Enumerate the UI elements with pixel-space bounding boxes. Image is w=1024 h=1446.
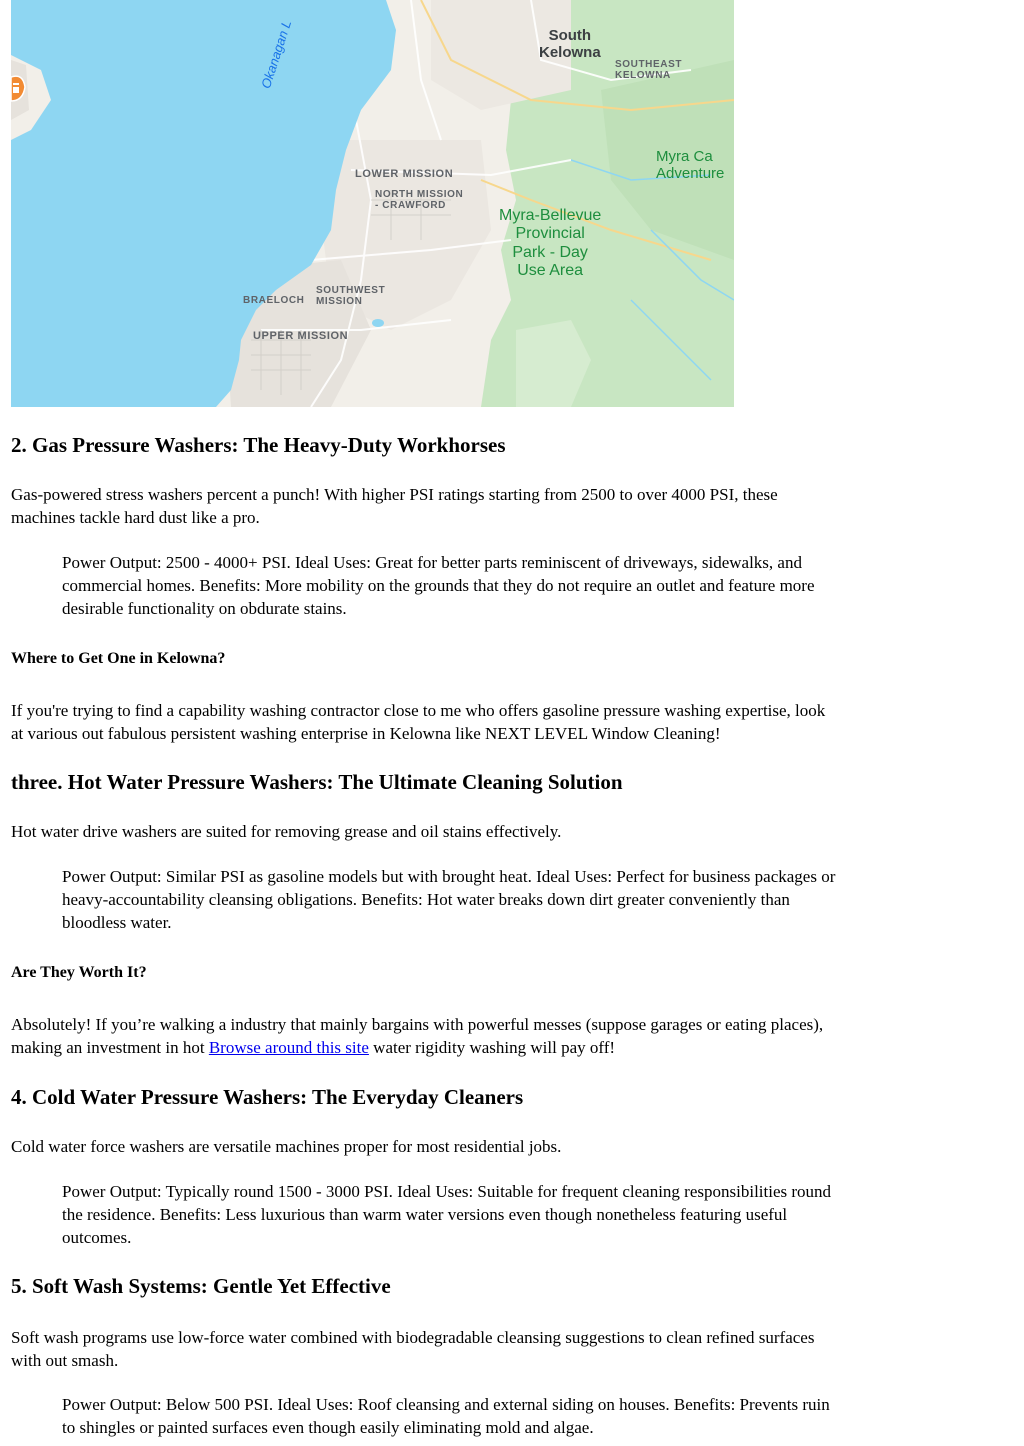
heading-soft-wash-systems: 5. Soft Wash Systems: Gentle Yet Effective bbox=[11, 1274, 391, 1298]
map-label-southeast-kelowna: SOUTHEAST KELOWNA bbox=[615, 59, 683, 81]
browse-around-link[interactable]: Browse around this site bbox=[208, 1038, 369, 1057]
map-label-south-kelowna: South Kelowna bbox=[539, 27, 601, 61]
map-label-southwest-mission: SOUTHWEST MISSION bbox=[316, 285, 386, 307]
map-label-myra-bellevue: Myra-Bellevue Provincial Park - Day Use Area bbox=[499, 207, 602, 280]
paragraph-where-to-get: If you're trying to find a capability washing contractor close to me who offers gasoline pressure washing expertise, look at various out fabulous persistent washing enterprise in Kelowna like NEXT LEVEL Window Cleaning! bbox=[11, 701, 826, 743]
blockquote-soft-details: Power Output: Below 500 PSI. Ideal Uses: Roof cleansing and external siding on houses. Benefits: Prevents ruin to shingles or painted surfaces even though easily eliminating mold and algae. bbox=[62, 1395, 830, 1437]
restaurant-pin-icon[interactable] bbox=[11, 73, 33, 103]
paragraph-soft-intro: Soft wash programs use low-force water combined with biodegradable cleansing suggestions to clean refined surfaces with out smash. bbox=[11, 1328, 815, 1370]
subheading-where-to-get: Where to Get One in Kelowna? bbox=[11, 650, 226, 667]
map-label-lower-mission: LOWER MISSION bbox=[355, 168, 454, 180]
paragraph-hot-intro: Hot water drive washers are suited for removing grease and oil stains effectively. bbox=[11, 822, 562, 841]
paragraph-gas-intro: Gas-powered stress washers percent a punch! With higher PSI ratings starting from 2500 to over 4000 PSI, these machines tackle hard dust like a pro. bbox=[11, 485, 778, 527]
blockquote-hot-details: Power Output: Similar PSI as gasoline models but with brought heat. Ideal Uses: Perfect for business packages or heavy-accountability cleansing obligations. Benefits: Hot water breaks down dirt greater conveniently than bloodless water. bbox=[62, 867, 836, 932]
subheading-are-they-worth-it: Are They Worth It? bbox=[11, 964, 147, 981]
map-label-braeloch: BRAELOCH bbox=[243, 295, 305, 306]
heading-cold-water-pressure-washers: 4. Cold Water Pressure Washers: The Everyday Cleaners bbox=[11, 1085, 524, 1109]
paragraph-worth-it: Absolutely! If you’re walking a industry that mainly bargains with powerful messes (suppose garages or eating places), making an investment in hot Browse around this site water rigidity washing will pay off! bbox=[11, 1015, 824, 1057]
heading-gas-pressure-washers: 2. Gas Pressure Washers: The Heavy-Duty Workhorses bbox=[11, 433, 506, 457]
article bbox=[11, 0, 1011, 1437]
blockquote-cold-details: Power Output: Typically round 1500 - 3000 PSI. Ideal Uses: Suitable for frequent cleaning responsibilities round the residence. Benefits: Less luxurious than warm water versions even though nonetheless featuring useful outcomes. bbox=[62, 1182, 832, 1247]
map-label-myra-adventure: Myra Ca Adventure bbox=[656, 148, 725, 183]
heading-hot-water-pressure-washers: three. Hot Water Pressure Washers: The Ultimate Cleaning Solution bbox=[11, 770, 623, 794]
paragraph-cold-intro: Cold water force washers are versatile machines proper for most residential jobs. bbox=[11, 1137, 562, 1156]
map-label-okanagan-lake: Okanagan L bbox=[258, 18, 295, 91]
map-label-north-mission: NORTH MISSION - CRAWFORD bbox=[375, 189, 464, 211]
map-embed[interactable] bbox=[11, 0, 734, 407]
map-label-upper-mission: UPPER MISSION bbox=[253, 330, 349, 342]
blockquote-gas-details: Power Output: 2500 - 4000+ PSI. Ideal Uses: Great for better parts reminiscent of driveways, sidewalks, and commercial homes. Benefits: More mobility on the grounds that they do not require an outlet and feature more desirable functionality on obdurate stains. bbox=[62, 553, 815, 618]
